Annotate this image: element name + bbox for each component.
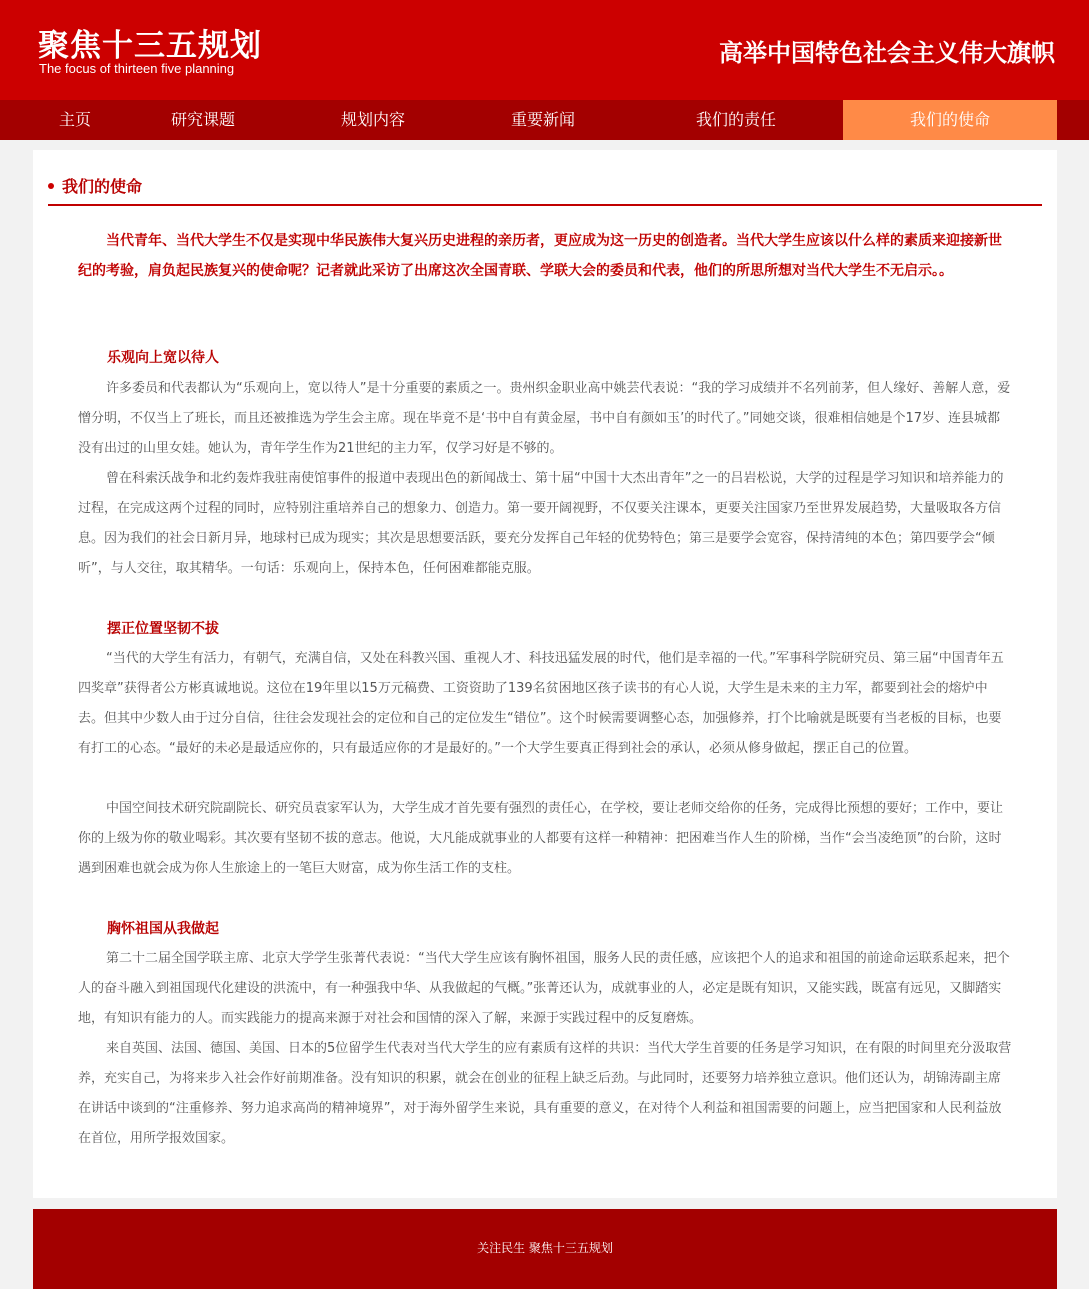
nav-item-our-responsibility[interactable]: 我们的责任 [695,110,776,129]
nav-item-home[interactable]: 主页 [58,110,91,129]
header-slogan: 高举中国特色社会主义伟大旗帜 [719,38,1055,67]
article-paragraph: 许多委员和代表都认为“乐观向上，宽以待人”是十分重要的素质之一。贵州织金职业高中姚芸代表说：“我的学习成绩并不名列前茅，但人缘好、善解人意，爱憎分明，不仅当上了班长，而且还被推选为学生会主席。现在毕竟不是‘书中自有黄金屋，书中自有颜如玉’的时代了。”同她交谈，很难相信她是个17岁、连县城都没有出过的山里女娃。她认为，青年学生作为21世纪的主力军，仅学习好是不够的。 [78,381,1011,456]
article-paragraph: 中国空间技术研究院副院长、研究员袁家军认为，大学生成才首先要有强烈的责任心，在学校，要让老师交给你的任务，完成得比预想的要好；工作中，要让你的上级为你的敬业喝彩。其次要有坚韧不拔的意志。他说，大凡能成就事业的人都要有这样一种精神：把困难当作人生的阶梯，当作“会当凌绝顶”的台阶，这时遇到困难也就会成为你人生旅途上的一笔巨大财富，成为你生活工作的支柱。 [78,801,1004,876]
section-title-text: 我们的使命 [62,177,143,196]
site-header [0,0,1089,100]
article-paragraph: 来自英国、法国、德国、美国、日本的5位留学生代表对当代大学生的应有素质有这样的共识：当代大学生首要的任务是学习知识，在有限的时间里充分汲取营养，充实自己，为将来步入社会作好前期准备。没有知识的积累，就会在创业的征程上缺乏后劲。与此同时，还要努力培养独立意识。他们还认为，胡锦涛副主席在讲话中谈到的“注重修养、努力追求高尚的精神境界”，对于海外留学生来说，具有重要的意义，在对待个人利益和祖国需要的问题上，应当把国家和人民利益放在首位，用所学报效国家。 [78,1041,1012,1146]
article-paragraph: 第二十二届全国学联主席、北京大学学生张菁代表说：“当代大学生应该有胸怀祖国，服务人民的责任感，应该把个人的追求和祖国的前途命运联系起来，把个人的奋斗融入到祖国现代化建设的洪流中，有一种强我中华、从我做起的气概。”张菁还认为，成就事业的人，必定是既有知识，又能实践，既富有远见，又脚踏实地，有知识有能力的人。而实践能力的提高来源于对社会和国情的深入了解，来源于实践过程中的反复磨炼。 [78,951,1010,1026]
article-paragraph: 曾在科索沃战争和北约轰炸我驻南使馆事件的报道中表现出色的新闻战士、第十届“中国十大杰出青年”之一的吕岩松说，大学的过程是学习知识和培养能力的过程，在完成这两个过程的同时，应特别注重培养自己的想象力、创造力。第一要开阔视野，不仅要关注课本，更要关注国家乃至世界发展趋势，大量吸取各方信息。因为我们的社会日新月异，地球村已成为现实；其次是思想要活跃，要充分发挥自己年轻的优势特色；第三是要学会宽容，保持清纯的本色；第四要学会“倾听”，与人交往，取其精华。一句话：乐观向上，保持本色，任何困难都能克服。 [78,471,1004,576]
article-paragraph: “当代的大学生有活力，有朝气，充满自信，又处在科教兴国、重视人才、科技迅猛发展的时代，他们是幸福的一代。”军事科学院研究员、第三届“中国青年五四奖章”获得者公方彬真诚地说。这位在19年里以15万元稿费、工资资助了139名贫困地区孩子读书的有心人说，大学生是未来的主力军，都要到社会的熔炉中去。但其中少数人由于过分自信，往往会发现社会的定位和自己的定位发生“错位”。这个时候需要调整心态，加强修养，打个比喻就是既要有当老板的目标，也要有打工的心态。“最好的未必是最适应你的，只有最适应你的才是最好的。”一个大学生要真正得到社会的承认，必须从修身做起，摆正自己的位置。 [78,651,1004,756]
section-title [48,174,142,197]
site-logo-subtitle: The focus of thirteen five planning [39,61,235,76]
section-heading-optimism: 乐观向上宽以待人 [107,350,219,366]
nav-item-important-news[interactable]: 重要新闻 [510,110,575,129]
nav-item-research-topics[interactable]: 研究课题 [170,110,235,129]
site-logo-title[interactable]: 聚焦十三五规划 [38,28,262,64]
site-footer [33,1209,1057,1289]
bullet-dot-icon [48,183,54,189]
footer-text: 关注民生 聚焦十三五规划 [477,1241,613,1255]
article-intro: 当代青年、当代大学生不仅是实现中华民族伟大复兴历史进程的亲历者，更应成为这一历史的创造者。当代大学生应该以什么样的素质来迎接新世纪的考验，肩负起民族复兴的使命呢？记者就此采访了出席这次全国青联、学联大会的委员和代表，他们的所思所想对当代大学生不无启示。。 [78,233,1002,279]
nav-item-our-mission[interactable]: 我们的使命 [843,100,1057,140]
section-heading-motherland: 胸怀祖国从我做起 [107,921,219,937]
section-heading-perseverance: 摆正位置坚韧不拔 [107,621,219,637]
content-panel [33,150,1057,1198]
section-divider [48,204,1042,206]
main-nav [0,100,1089,140]
nav-item-planning-content[interactable]: 规划内容 [340,110,405,129]
